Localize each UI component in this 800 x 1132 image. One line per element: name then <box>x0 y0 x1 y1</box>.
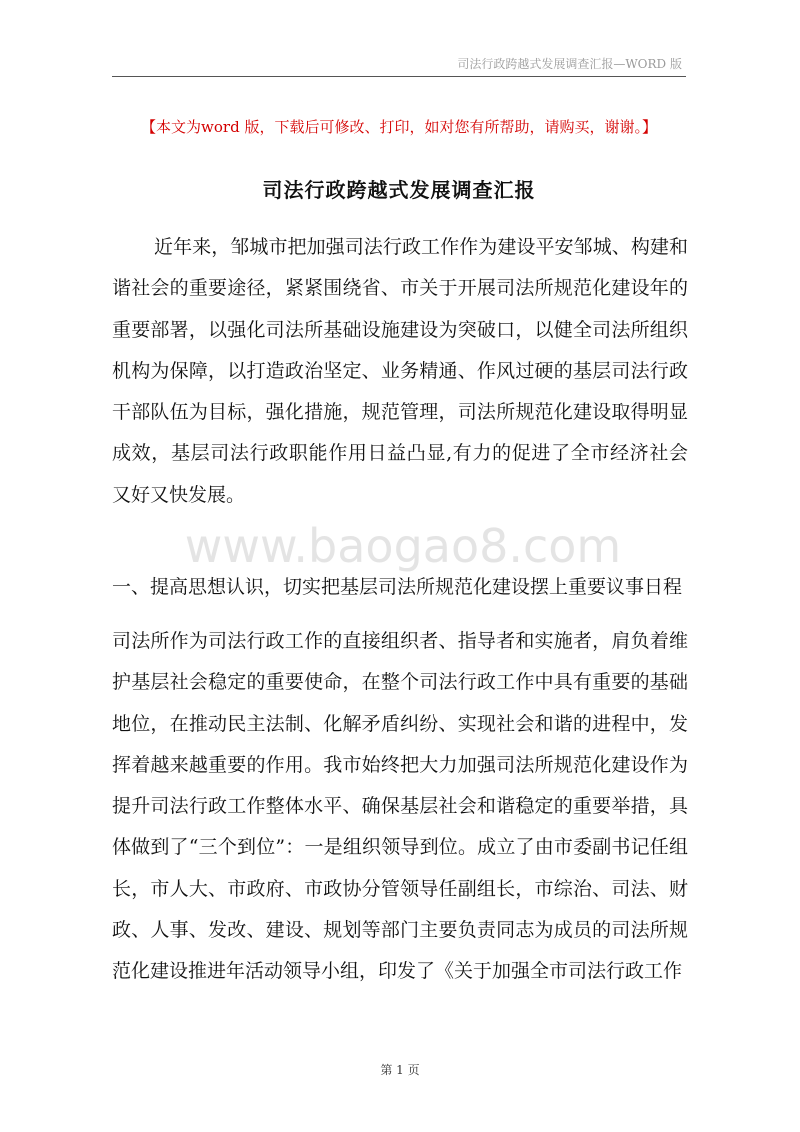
intro-paragraph: 近年来，邹城市把加强司法行政工作作为建设平安邹城、构建和谐社会的重要途径，紧紧围绕省、市关于开展司法所规范化建设年的重要部署，以强化司法所基础设施建设为突破口，以健全司法所组织机构为保障，以打造政治坚定、业务精通、作风过硬的基层司法行政干部队伍为目标，强化措施，规范管理，司法所规范化建设取得明显成效，基层司法行政职能作用日益凸显,有力的促进了全市经济社会又好又快发展。 <box>112 236 688 506</box>
page-header <box>112 52 686 77</box>
watermark: www.baogao8.com <box>184 519 622 573</box>
page-number: 第 1 页 <box>380 1063 420 1077</box>
purchase-notice: 【本文为word 版，下载后可修改、打印，如对您有所帮助，请购买，谢谢。】 <box>141 118 657 136</box>
document-title: 司法行政跨越式发展调查汇报 <box>262 178 536 202</box>
section-heading: 一、提高思想认识，切实把基层司法所规范化建设摆上重要议事日程 <box>112 576 683 598</box>
body-paragraph: 司法所作为司法行政工作的直接组织者、指导者和实施者，肩负着维护基层社会稳定的重要使命，在整个司法行政工作中具有重要的基础地位，在推动民主法制、化解矛盾纠纷、实现社会和谐的进程中，发挥着越来越重要的作用。我市始终把大力加强司法所规范化建设作为提升司法行政工作整体水平、确保基层社会和谐稳定的重要举措，具体做到了“三个到位”：一是组织领导到位。成立了由市委副书记任组长，市人大、市政府、市政协分管领导任副组长，市综治、司法、财政、人事、发改、建设、规划等部门主要负责同志为成员的司法所规范化建设推进年活动领导小组，印发了《关于加强全市司法行政工作 <box>112 630 688 983</box>
running-title: 司法行政跨越式发展调查汇报—WORD 版 <box>457 57 682 71</box>
